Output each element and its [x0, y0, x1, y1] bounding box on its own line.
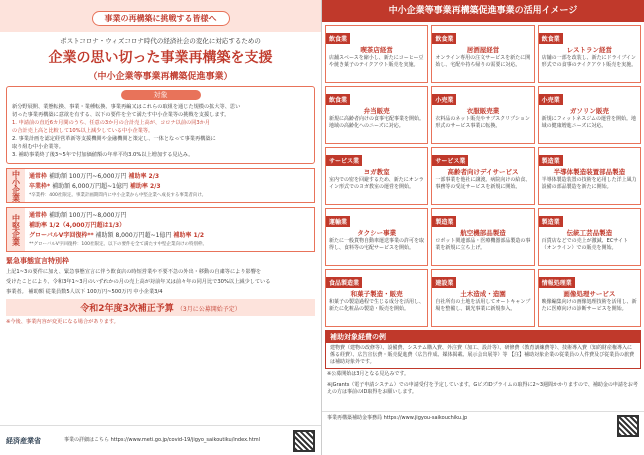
- case-name: ヨガ教室: [363, 168, 390, 176]
- case-tag: 飲食業: [539, 33, 563, 44]
- case-desc: 新規に高齢者向けの食事宅配事業を開始。地域の高齢化へのニーズに対応。: [329, 116, 425, 129]
- case-card: [431, 269, 534, 327]
- budget-banner: 令和2年度3次補正予算 （3月に公募開始予定）: [6, 299, 315, 316]
- qr-icon: [293, 430, 315, 452]
- intro-pill: 事業の再構築に挑戦する皆様へ: [92, 11, 230, 26]
- case-name: 居酒屋経営: [466, 46, 500, 54]
- case-name: タクシー事業: [357, 229, 397, 237]
- case-card: [431, 147, 534, 205]
- sme-row: 通常枠 補助額 100万円~6,000万円 補助率 2/3: [29, 173, 160, 180]
- target-line: 取り組む中小企業等。: [12, 144, 64, 150]
- case-desc: オンライン専用の注文サービスを新たに開始し、宅配や持ち帰りの需要に対応。: [435, 55, 531, 68]
- mid-group: [6, 207, 315, 252]
- case-desc: 自社所有の土地を活用してオートキャンプ場を整備し、観光事業に新規参入。: [435, 299, 531, 312]
- case-desc: ロボット関連部品・医療機器部品製造の事業を新規に立ち上げ。: [435, 238, 531, 251]
- mid-row: 通常枠 補助額 100万円~8,000万円: [29, 212, 127, 219]
- qr-icon: [617, 415, 639, 437]
- case-card: [325, 147, 428, 205]
- expense-title: 補助対象経費の例: [326, 331, 640, 343]
- case-card: [325, 269, 428, 327]
- right-footer: [322, 411, 644, 455]
- left-header: [0, 0, 321, 32]
- case-tag: 小売業: [539, 94, 563, 105]
- case-desc: 和菓子の製造過程で生じる成分を活用し、新たに化粧品の製造・販売を開始。: [329, 299, 425, 312]
- target-line: の合計売上高と比較して10%以上減少している中小企業等。: [12, 128, 154, 134]
- case-tag: 運輸業: [326, 216, 350, 227]
- case-name: 伝統工芸品製造: [566, 229, 613, 237]
- meti-logo: 経済産業省: [6, 436, 41, 445]
- case-name: 画像処理サービス: [563, 290, 616, 298]
- case-desc: 映像編集向けの画像処理技術を活用し、新たに医療向けの診断サービスを開始。: [541, 299, 637, 312]
- case-grid: [322, 22, 644, 330]
- case-card: [431, 208, 534, 266]
- case-tag: サービス業: [326, 155, 362, 166]
- case-tag: サービス業: [432, 155, 468, 166]
- target-line: 2. 事業計画を認定経営革新等支援機関や金融機関と策定し、一体となって事業再構築に: [12, 136, 216, 142]
- case-name: 弁当販売: [363, 107, 390, 115]
- case-card: [431, 86, 534, 144]
- case-tag: 飲食業: [326, 33, 350, 44]
- case-desc: 店舗の一部を改装し、新たにドライブイン形式での食事のテイクアウト販売を実施。: [541, 55, 637, 68]
- case-name: 航空機部品製造: [460, 229, 506, 237]
- case-card: [325, 208, 428, 266]
- left-footer: [0, 425, 321, 455]
- case-card: [538, 25, 641, 83]
- sme-note: *卒業枠：400社限定。事業計画期間内に中小企業から中堅企業へ成長する事業者向け。: [29, 193, 207, 198]
- footer-link[interactable]: 事業再構築補助金事務局 https://www.jigyou-saikouchiku.jp: [327, 415, 468, 421]
- case-name: 喫茶店経営: [360, 46, 393, 54]
- case-tag: 食品製造業: [326, 277, 362, 288]
- emergency-title: 緊急事態宣言特別枠: [6, 257, 69, 265]
- case-desc: 室内での密を回避するため、新たにオンライン形式でのヨガ教室の運営を開始。: [329, 177, 424, 190]
- case-name: 衣服販売業: [466, 107, 500, 115]
- case-card: [325, 25, 428, 83]
- case-tag: 情報処理業: [539, 277, 575, 288]
- note-line: ※jGrants（電子申請システム）での申請受付を予定しています。GビズIDプライムの取得に2~3週間かかりますので、補助金の申請をお考えの方は事前のID取得をお願いします。: [327, 382, 638, 395]
- case-card: [538, 208, 641, 266]
- case-desc: 新規にフィットネスジムの運営を開始。地域の健康増進ニーズに対応。: [541, 116, 637, 129]
- sme-label: 中小企業: [7, 169, 25, 202]
- note-line: ※公募開始は3月となる見込みです。: [327, 371, 409, 377]
- target-label: 対象: [121, 90, 201, 100]
- mid-row: グローバルV字回復枠** 補助額 8,000万円超~1億円 補助率 1/2: [29, 232, 205, 239]
- emergency-line: 上記1~3の要件に加え、緊急事態宣言に伴う飲食店の時短営業や不要不急の外出・移動の自粛等により影響を: [6, 269, 262, 275]
- case-name: 土木造成・造園: [460, 290, 506, 298]
- case-tag: 小売業: [432, 94, 456, 105]
- sme-row: 卒業枠* 補助額 6,000万円超~1億円 補助率 2/3: [29, 183, 161, 190]
- case-card: [431, 25, 534, 83]
- main-title: 企業の思い切った事業再構築を支援: [48, 50, 273, 66]
- program-name: （中小企業等事業再構築促進事業）: [88, 72, 233, 82]
- sme-group: [6, 168, 315, 203]
- right-header: 中小企業等事業再構築促進事業の活用イメージ: [322, 0, 644, 22]
- case-name: 高齢者向けデイサービス: [447, 168, 519, 176]
- mid-rate: 補助率 1/2（4,000万円超は1/3）: [29, 222, 126, 229]
- case-desc: 新たに一般貨物自動車運送事業の許可を取得し、食料等の宅配サービスを開始。: [329, 238, 425, 251]
- right-page: [322, 0, 644, 455]
- target-line: 切った事業再構築に意欲を有する、以下の要件を全て満たす中小企業等の挑戦を支援します。: [12, 112, 230, 118]
- emergency-line: 事業者。 補助額 従業員数5人以下 100万円~500万円 中小企業3/4: [6, 289, 163, 295]
- case-name: レストラン経営: [566, 46, 612, 54]
- mid-label: 中堅企業: [7, 208, 25, 251]
- expense-box: [325, 330, 641, 369]
- case-desc: 店舗スペースを縮小し、新たにコーヒー豆や焼き菓子のテイクアウト販売を実施。: [329, 55, 424, 68]
- target-line: 新分野展開、業態転換、事業・業種転換、事業再編又はこれらの取組を通じた規模の拡大等、思い: [12, 104, 241, 110]
- case-name: 半導体製造装置部品製造: [553, 168, 626, 176]
- budget-note: ※今後、事業内容が変更になる場合があります。: [6, 319, 119, 325]
- target-line: 3. 補助事業終了後3~5年で付加価値額の年率平均3.0%以上増加する見込み。: [12, 152, 194, 158]
- case-desc: 衣料品のネット販売やサブスクリプション形式のサービス事業に転換。: [435, 116, 530, 129]
- expense-text: 建物費（建物の改修等）、設備費、システム購入費、外注費（加工、設計等）、研修費（教育訓練費等）、技術導入費（知的財産権導入に係る経費）、広告宣伝費・販売促進費（広告作成、媒体掲載、展示会出展等）等 【注】補助対象企業の従業員の人件費及び従業員の旅費は補助対象外です。: [330, 345, 635, 365]
- target-line: 1. 申請前の直近6カ月間のうち、任意の3か月の合計売上高が、コロナ以前の同3か月: [12, 120, 211, 126]
- emergency-line: 受けたことにより、令和3年1~3月のいずれかの月の売上高が対前年又は前々年の同月比で30%以上減少している: [6, 279, 271, 285]
- footer-link[interactable]: 事業の詳細はこちら https://www.meti.go.jp/covid-19/jigyo_saikoutiku/index.html: [64, 437, 261, 443]
- case-card: [538, 269, 641, 327]
- target-box: [6, 86, 315, 164]
- case-tag: 製造業: [539, 155, 563, 166]
- case-card: [325, 86, 428, 144]
- case-tag: 飲食業: [432, 33, 456, 44]
- case-desc: 百貨店などでの売上が激減、ECサイト（オンライン）での販売を開始。: [541, 238, 628, 251]
- case-card: [538, 86, 641, 144]
- case-tag: 製造業: [432, 216, 456, 227]
- subtitle: ポストコロナ・ウィズコロナ時代の経済社会の変化に対応するための: [60, 37, 261, 45]
- mid-note: **グローバルV字回復枠：100社限定。以下の要件を全て満たす中堅企業向けの特別枠。: [29, 242, 207, 247]
- case-card: [538, 147, 641, 205]
- case-desc: 一部事業を他社に譲渡。病院向けの給食、事務等の受託サービスを新規に開始。: [435, 177, 531, 190]
- case-name: 和菓子製造・販売: [350, 290, 403, 298]
- case-name: ガソリン販売: [569, 107, 609, 115]
- case-tag: 建設業: [432, 277, 456, 288]
- case-desc: 半導体製造装置の技術を応用した洋上風力設備の部品製造を新たに開始。: [541, 177, 637, 190]
- case-tag: 製造業: [539, 216, 563, 227]
- case-tag: 飲食業: [326, 94, 350, 105]
